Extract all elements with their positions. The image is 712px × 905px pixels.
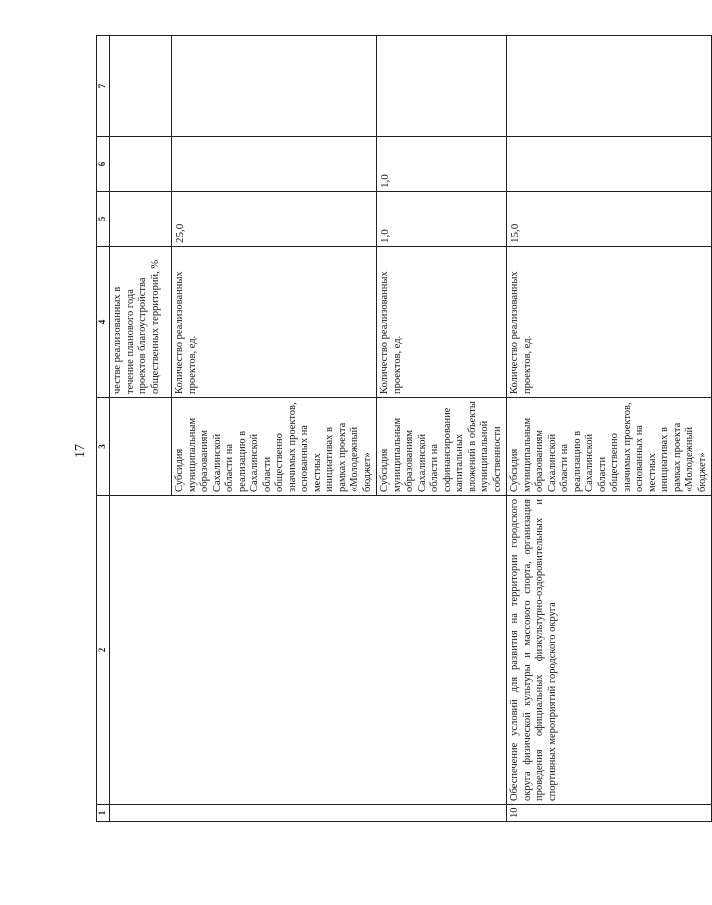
header-col-1: 1 [97,805,110,822]
table-row-continuation [110,36,172,822]
header-col-4: 4 [97,247,110,398]
cell-v6-empty [110,137,172,192]
cell-v5-a: 25,0 [172,192,377,247]
cell-indicator-continuation: честве реализованных в течение планового года проектов благоустройства общественных территорий, % [110,247,172,398]
rotated-table-wrapper [96,36,708,822]
cell-event-b: Субсидия муниципальным образованиям Сахалинской области на софинансирование капитальных вложений в объекты муниципальной собственности [377,398,507,496]
cell-v7-10 [507,36,712,137]
cell-v6-a [172,137,377,192]
page-number: 17 [73,444,88,458]
indicators-table [96,35,712,822]
rotated-page [96,36,708,822]
cell-v5-b: 1,0 [377,192,507,247]
table-row-10 [507,36,712,822]
header-col-6: 6 [97,137,110,192]
cell-v5-empty [110,192,172,247]
cell-indicator-10: Количество реализованных проектов, ед. [507,247,712,398]
cell-task-10: Обеспечение условий для развития на территории городского округа физической культуры и массового спорта, организация проведения официальных физкультурно-оздоровительных и спортивных мероприятий городского округа [507,496,712,805]
cell-num-empty [110,805,507,822]
cell-event-empty [110,398,172,496]
cell-event-10: Субсидия муниципальным образованиям Сахалинской области на реализацию в Сахалинской области общественно значимых проектов, основанных на местных инициативах в рамках проекта «Молодежный бюджет» [507,398,712,496]
header-col-2: 2 [97,496,110,805]
header-col-3: 3 [97,398,110,496]
cell-indicator-b: Количество реализованных проектов, ед. [377,247,507,398]
cell-v7-empty [110,36,172,137]
cell-event-a: Субсидия муниципальным образованиям Сахалинской области на реализацию в Сахалинской области общественно значимых проектов, основанных на местных инициативах в рамках проекта «Молодежный бюджет» [172,398,377,496]
header-row [97,36,110,822]
cell-indicator-a: Количество реализованных проектов, ед. [172,247,377,398]
cell-task-empty [110,496,507,805]
cell-v7-b [377,36,507,137]
cell-v6-10 [507,137,712,192]
cell-v6-b: 1,0 [377,137,507,192]
cell-v7-a [172,36,377,137]
header-col-5: 5 [97,192,110,247]
cell-v5-10: 15,0 [507,192,712,247]
header-col-7: 7 [97,36,110,137]
cell-num-10: 10 [507,805,712,822]
